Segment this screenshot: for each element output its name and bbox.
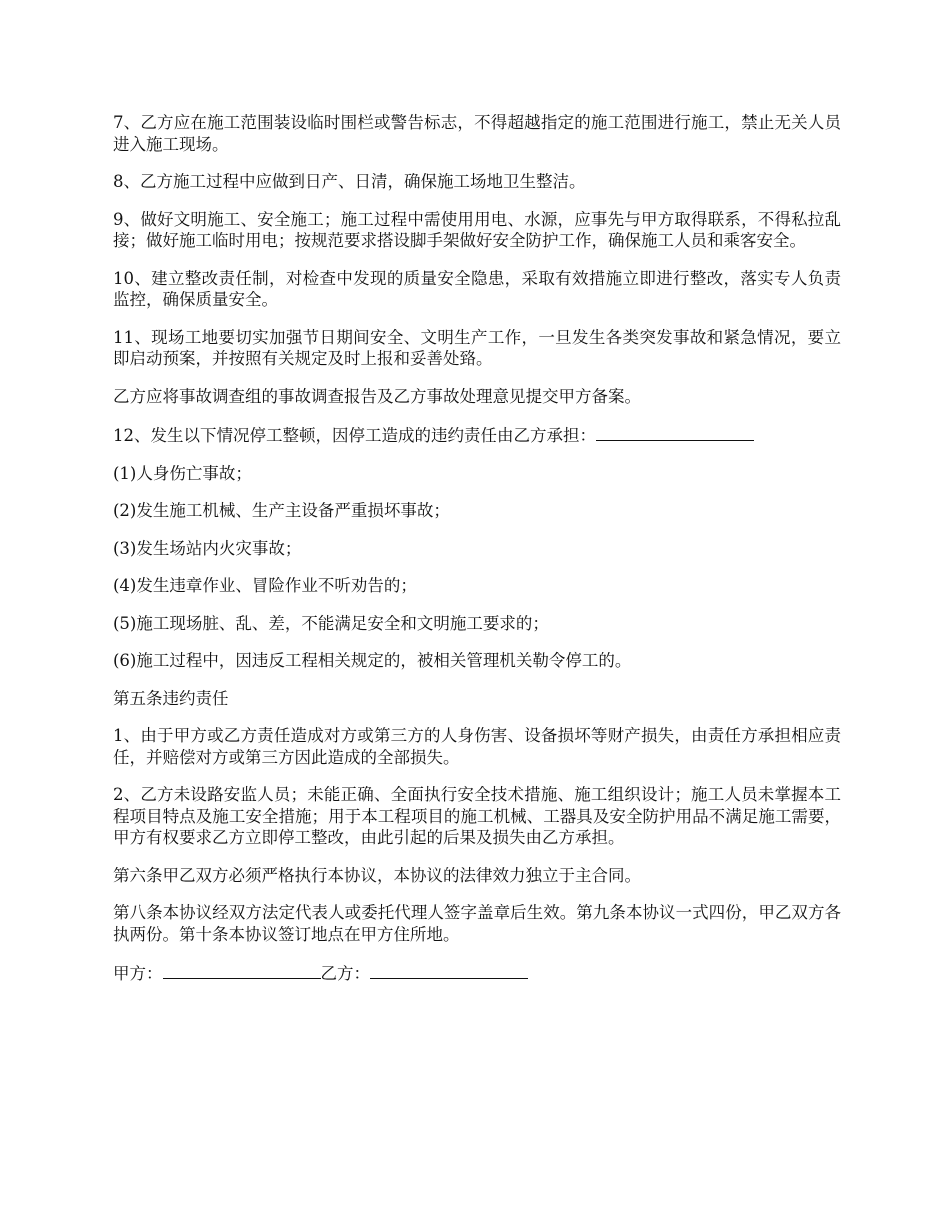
party-b-signature-blank[interactable] <box>370 961 528 979</box>
list-item: (5)施工现场脏、乱、差，不能满足安全和文明施工要求的； <box>113 613 549 633</box>
paragraph-8: 8、乙方施工过程中应做到日产、日清，确保施工场地卫生整洁。 <box>113 172 586 191</box>
list-item: (1)人身伤亡事故； <box>113 463 252 483</box>
paragraph-7: 7、乙方应在施工范围装设临时围栏或警告标志，不得超越指定的施工范围进行施工，禁止无关人员进入施工现场。 <box>113 113 841 154</box>
signature-line <box>113 961 841 985</box>
clause-12-blank-line[interactable] <box>596 423 754 441</box>
party-a-label: 甲方： <box>113 964 163 983</box>
list-item: (3)发生场站内火灾事故； <box>113 538 302 558</box>
paragraph-12 <box>113 423 841 447</box>
party-a-signature-blank[interactable] <box>163 961 321 979</box>
list-item: (6)施工过程中，因违反工程相关规定的，被相关管理机关勒令停工的。 <box>113 651 632 670</box>
party-b-label: 乙方： <box>320 964 370 983</box>
clause-12-text: 12、发生以下情况停工整顿，因停工造成的违约责任由乙方承担： <box>113 426 596 445</box>
list-item: (4)发生违章作业、冒险作业不听劝告的； <box>113 576 417 595</box>
list-item: (2)发生施工机械、生产主设备严重损坏事故； <box>113 501 450 520</box>
article-6: 第六条甲乙双方必须严格执行本协议，本协议的法律效力独立于主合同。 <box>113 865 641 885</box>
article-5-item-1: 1、由于甲方或乙方责任造成对方或第三方的人身伤害、设备损坏等财产损失，由责任方承担相应责任，并赔偿对方或第三方因此造成的全部损失。 <box>113 726 841 767</box>
paragraph-11: 11、现场工地要切实加强节日期间安全、文明生产工作，一旦发生各类突发事故和紧急情况，要立即启动预案，并按照有关规定及时上报和妥善处臵。 <box>113 327 841 368</box>
paragraph-accident-report: 乙方应将事故调查组的事故调查报告及乙方事故处理意见提交甲方备案。 <box>113 386 641 406</box>
article-5-item-2: 2、乙方未设路安监人员；未能正确、全面执行安全技术措施、施工组织设计；施工人员未掌握本工程项目特点及施工安全措施；用于本工程项目的施工机械、工器具及安全防护用品不满足施工需要，甲方有权要求乙方立即停工整改，由此引起的后果及损失由乙方承担。 <box>113 785 841 847</box>
document-page <box>113 112 841 1001</box>
articles-8-10: 第八条本协议经双方法定代表人或委托代理人签字盖章后生效。第九条本协议一式四份，甲乙双方各执两份。第十条本协议签订地点在甲方住所地。 <box>113 903 841 944</box>
paragraph-9: 9、做好文明施工、安全施工；施工过程中需使用用电、水源，应事先与甲方取得联系，不得私拉乱接；做好施工临时用电；按规范要求搭设脚手架做好安全防护工作，确保施工人员和乘客安全。 <box>113 209 841 250</box>
paragraph-10: 10、建立整改责任制，对检查中发现的质量安全隐患，采取有效措施立即进行整改，落实专人负责监控，确保质量安全。 <box>113 268 841 309</box>
article-5-title: 第五条违约责任 <box>113 688 229 708</box>
